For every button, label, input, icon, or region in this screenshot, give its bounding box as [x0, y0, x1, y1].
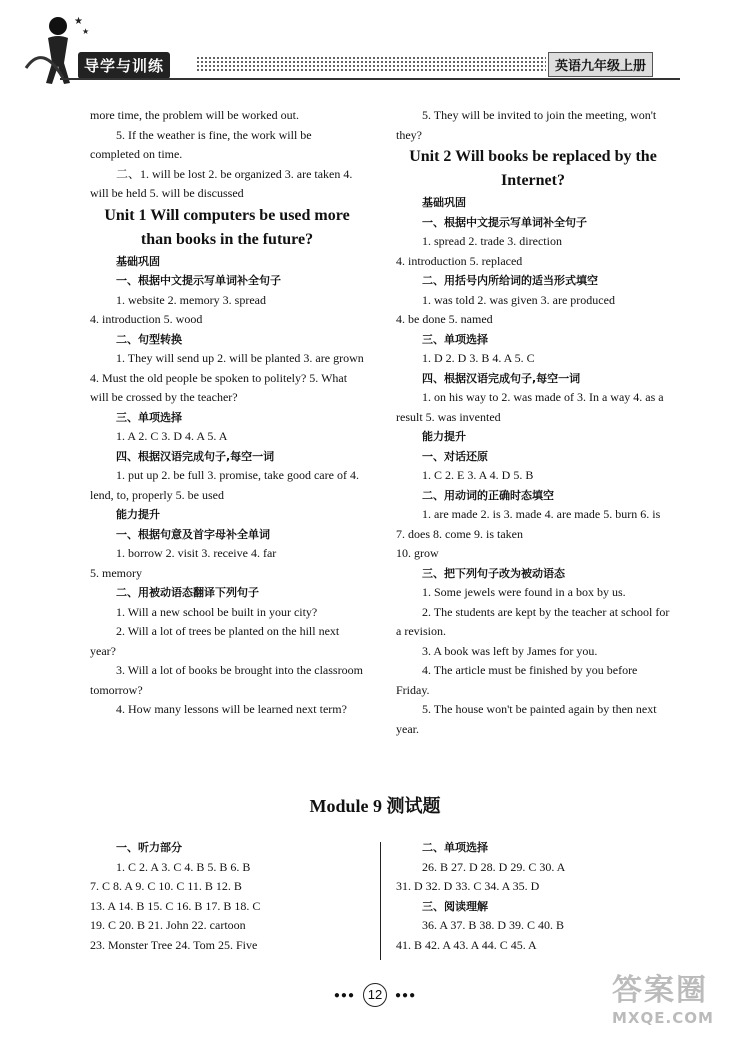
section-heading: 三、单项选择: [422, 332, 488, 346]
answer-line: 3. Will a lot of books be brought into the classroom tomorrow?: [90, 663, 363, 697]
section-heading: 基础巩固: [116, 254, 160, 268]
section-heading: 一、听力部分: [116, 841, 182, 854]
module-title: Module 9 测试题: [309, 796, 441, 816]
answer-line: 23. Monster Tree 24. Tom 25. Five: [90, 937, 258, 952]
answer-line: 1. C 2. E 3. A 4. D 5. B: [422, 468, 534, 482]
section-heading: 三、阅读理解: [422, 899, 488, 913]
answer-line: 4. introduction 5. wood: [90, 312, 203, 326]
section-heading: 一、根据中文提示写单词补全句子: [116, 274, 281, 287]
answer-line: 1. Some jewels were found in a box by us.: [422, 585, 626, 599]
book-title: 导学与训练: [78, 52, 170, 79]
section-heading: 能力提升: [422, 430, 466, 443]
answer-line: 41. B 42. A 43. A 44. C 45. A: [396, 937, 537, 952]
dots-right-icon: ●●●: [395, 989, 417, 1001]
section-heading: 基础巩固: [422, 196, 466, 209]
answer-line: 1. D 2. D 3. B 4. A 5. C: [422, 351, 535, 365]
section-heading: 二、用动词的正确时态填空: [422, 488, 554, 502]
svg-text:★: ★: [74, 16, 83, 27]
answer-line: 13. A 14. B 15. C 16. B 17. B 18. C: [90, 898, 261, 913]
answer-line: 1. website 2. memory 3. spread: [116, 292, 266, 307]
text-line: 二、1. will be lost 2. be organized 3. are taken 4. will be held 5. will be discussed: [90, 166, 353, 200]
answer-line: 31. D 32. D 33. C 34. A 35. D: [396, 879, 540, 893]
section-heading: 一、根据句意及首字母补全单词: [116, 527, 270, 541]
section-heading: 四、根据汉语完成句子,每空一词: [422, 371, 581, 385]
module-left-column: [90, 838, 356, 955]
page-header: [0, 0, 750, 95]
answer-line: 1. A 2. C 3. D 4. A 5. A: [116, 429, 228, 443]
answer-line: 1. spread 2. trade 3. direction: [422, 234, 562, 248]
answer-line: 4. be done 5. named: [396, 312, 493, 326]
text-line: 5. They will be invited to join the meeting, won't they?: [396, 108, 657, 142]
dots-left-icon: ●●●: [333, 989, 355, 1001]
text-line: more time, the problem will be worked out.: [90, 108, 299, 122]
answer-line: 10. grow: [396, 546, 439, 560]
header-dot-band: [196, 56, 546, 72]
answer-line: 3. A book was left by James for you.: [422, 643, 598, 658]
answer-line: 1. was told 2. was given 3. are produced: [422, 292, 615, 307]
answer-line: 19. C 20. B 21. John 22. cartoon: [90, 918, 246, 932]
answer-line: 5. memory: [90, 565, 142, 580]
answer-line: 1. Will a new school be built in your city?: [116, 604, 318, 619]
answer-line: 1. borrow 2. visit 3. receive 4. far: [116, 546, 277, 560]
column-divider: [380, 842, 381, 960]
answer-line: 4. The article must be finished by you before Friday.: [396, 663, 638, 697]
answer-line: 1. C 2. A 3. C 4. B 5. B 6. B: [116, 859, 251, 874]
section-heading: 能力提升: [116, 508, 160, 521]
unit1-heading: Unit 1 Will computers be used more than books in the future?: [104, 206, 350, 248]
section-heading: 二、句型转换: [116, 332, 182, 346]
answer-line: 26. B 27. D 28. D 29. C 30. A: [422, 859, 566, 874]
right-column: [396, 106, 670, 739]
answer-line: 4. introduction 5. replaced: [396, 253, 523, 268]
answer-line: 5. The house won't be painted again by then next year.: [396, 702, 657, 736]
section-heading: 二、用被动语态翻译下列句子: [116, 586, 259, 599]
site-watermark: [612, 965, 742, 1033]
answer-line: 1. are made 2. is 3. made 4. are made 5. burn 6. is 7. does 8. come 9. is taken: [396, 507, 661, 541]
answer-line: 1. on his way to 2. was made of 3. In a way 4. as a result 5. was invented: [396, 390, 664, 424]
answer-line: 7. C 8. A 9. C 10. C 11. B 12. B: [90, 879, 242, 893]
page-number: 12: [363, 983, 387, 1007]
header-rule: [60, 78, 680, 80]
text-line: 5. If the weather is fine, the work will be completed on time.: [90, 127, 312, 161]
answer-line: 1. They will send up 2. will be planted 3. are grown 4. Must the old people be spoken to politely? 5. What will be crossed by the teacher?: [90, 351, 364, 404]
section-heading: 二、用括号内所给词的适当形式填空: [422, 274, 598, 287]
answer-line: 2. The students are kept by the teacher at school for a revision.: [396, 604, 670, 638]
unit2-heading: Unit 2 Will books be replaced by the Internet?: [409, 148, 657, 189]
section-heading: 三、把下列句子改为被动语态: [422, 566, 565, 580]
left-column: [90, 106, 364, 720]
subject-label: 英语九年级上册: [548, 52, 653, 77]
section-heading: 一、根据中文提示写单词补全句子: [422, 215, 587, 229]
answer-line: 1. put up 2. be full 3. promise, take good care of 4. lend, to, properly 5. be used: [90, 468, 359, 502]
section-heading: 三、单项选择: [116, 410, 182, 424]
watermark-top: 答案圈: [612, 973, 708, 1008]
answer-line: 4. How many lessons will be learned next term?: [116, 702, 347, 716]
answer-line: 36. A 37. B 38. D 39. C 40. B: [422, 918, 565, 932]
svg-text:★: ★: [82, 27, 90, 36]
section-heading: 四、根据汉语完成句子,每空一词: [116, 449, 275, 463]
section-heading: 二、单项选择: [422, 841, 488, 854]
module-right-column: [396, 838, 662, 955]
watermark-bottom: MXQE.COM: [612, 1009, 714, 1027]
section-heading: 一、对话还原: [422, 449, 488, 463]
answer-line: 2. Will a lot of trees be planted on the hill next year?: [90, 624, 340, 658]
